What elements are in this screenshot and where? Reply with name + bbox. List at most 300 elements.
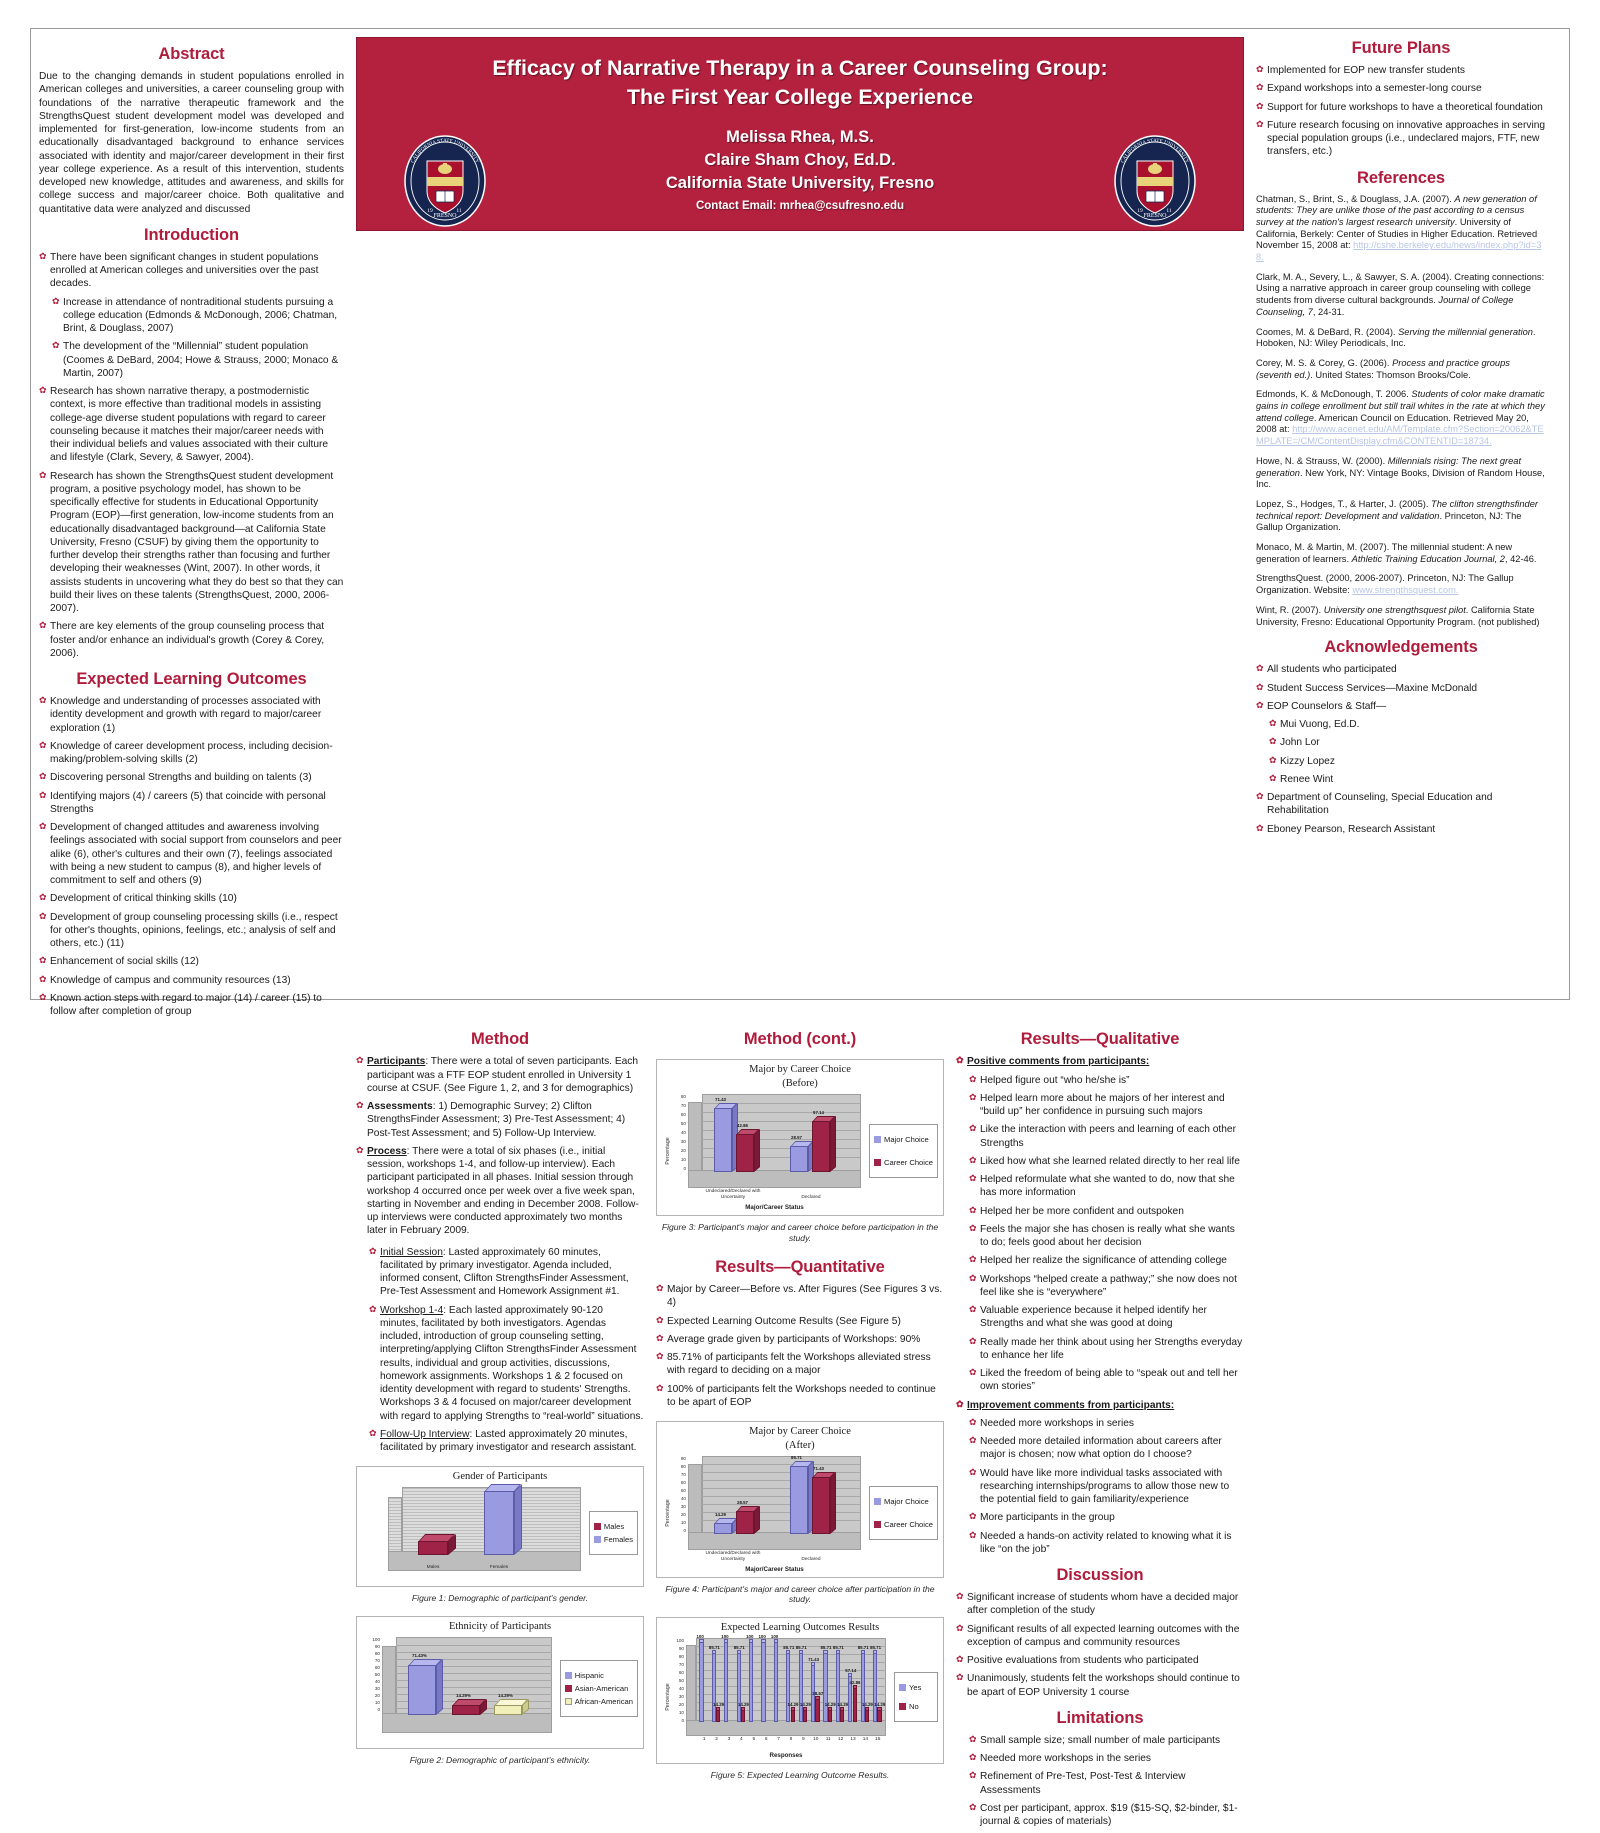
x-tick-label: Undeclared/Declared with Uncertainty: [705, 1551, 761, 1562]
y-tick-label: 0: [683, 1166, 686, 1172]
list-item: ✿ Cost per participant, approx. $19 ($15-SQ, $2-binder, $1-journal & copies of materials): [969, 1802, 1244, 1829]
legend-swatch: [565, 1685, 572, 1692]
list-item: ✿ Student Success Services—Maxine McDonald: [1256, 682, 1546, 695]
bar-hispanic: [408, 1652, 436, 1715]
legend-label: Major Choice: [884, 1135, 929, 1145]
chart-subtitle: (Before): [782, 1078, 818, 1090]
list-item: ✿ Workshops “helped create a pathway;” she now does not feel like she is “everywhere”: [969, 1273, 1244, 1300]
legend-swatch: [899, 1684, 906, 1691]
reference-entry: Coomes, M. & DeBard, R. (2004). Serving the millennial generation. Hoboken, NJ: Wiley Periodicals, Inc.: [1256, 326, 1536, 349]
chart-legend: [869, 1486, 938, 1540]
affiliation: California State University, Fresno: [665, 174, 935, 193]
bar-undeclared-career: [736, 1123, 754, 1172]
list-item: ✿ Mui Vuong, Ed.D.: [1269, 718, 1546, 731]
introduction-heading: Introduction: [143, 225, 240, 244]
y-tick-label: 90: [680, 1456, 686, 1462]
discussion-heading: Discussion: [1056, 1566, 1144, 1584]
reference-entry: Wint, R. (2007). University one strengthsquest pilot. California State University, Fresno: Educational Opportunity Program. (not published): [1256, 604, 1540, 627]
y-tick-label: 100: [676, 1637, 684, 1643]
legend-label: Yes: [909, 1682, 922, 1692]
qualitative-improvement-list: [969, 1417, 1244, 1556]
data-label: 85.71: [791, 1455, 802, 1461]
list-item: ✿ Research has shown the StrengthsQuest student development program, a positive psychology model, has shown to be specifically effective for students in Educational Opportunity Program (EOP)—first generation, low-income students from an educationally disadvantaged background—at California State University, Fresno (CSUF) by giving them the opportunity to further develop their strengths rather than focusing and further developing their weaknesses (Wint, 2007). In other words, it assists students in uncovering what they do best so that they can build their lives on these talents (StrengthsQuest, 2000, 2006-2007).: [39, 470, 344, 616]
bar-declared-major: [790, 1455, 808, 1534]
bar-yes-11: 85.71: [823, 1653, 827, 1722]
legend-swatch: [594, 1523, 601, 1530]
list-item: ✿ Refinement of Pre-Test, Post-Test & Interview Assessments: [969, 1770, 1244, 1797]
legend-swatch: [874, 1498, 881, 1505]
bar-yes-8: 85.71: [786, 1653, 790, 1722]
abstract-text: Due to the changing demands in student populations enrolled in American colleges and universities, a career counseling group with foundations of the narrative therapeutic framework and the StrengthsQuest student development model was developed and implemented for first-generation, low-income students from an educationally disadvantaged background to enhance services associated with identity and major/career development in their first year college experience. As a result of this intervention, students developed new knowledge, attitudes and awareness, and skills for college success and major/career choice. Both qualitative and quantitative data were analyzed and discussed: [39, 71, 344, 215]
y-tick-label: 80: [680, 1094, 686, 1100]
y-tick-label: 10: [680, 1157, 686, 1163]
list-item: ✿ Feels the major she has chosen is really what she wants to do; feels good about her decision: [969, 1223, 1244, 1250]
bar-yes-5: 100: [749, 1642, 753, 1722]
bar-declared-career: [812, 1466, 830, 1534]
qualitative-positive-list: [969, 1074, 1244, 1394]
acknowledgements-heading: Acknowledgements: [1324, 638, 1478, 657]
limitations-list: [969, 1734, 1244, 1829]
list-item: ✿ Knowledge of campus and community resources (13): [39, 974, 344, 987]
list-item: ✿ Development of critical thinking skills (10): [39, 892, 344, 905]
svg-text:CALIFORNIA STATE UNIVERSITY: CALIFORNIA STATE UNIVERSITY: [1119, 137, 1191, 165]
bar-yes-4: 85.71: [737, 1653, 741, 1722]
acknowledgements-staff-list: [1269, 718, 1546, 786]
x-tick-label: 14: [862, 1736, 869, 1742]
bar-declared-career: [812, 1110, 830, 1172]
legend-swatch: [565, 1672, 572, 1679]
method-heading: Method: [470, 1030, 530, 1049]
list-item: ✿ John Lor: [1269, 736, 1546, 749]
y-tick-label: 20: [680, 1512, 686, 1518]
data-label: 14.29%: [498, 1692, 513, 1698]
column-results: [956, 1023, 1244, 1833]
quantitative-list: [656, 1283, 944, 1414]
y-tick-label: 30: [374, 1685, 380, 1691]
y-tick-label: 100: [372, 1636, 380, 1642]
x-tick-label: Undeclared/Declared with Uncertainty: [705, 1189, 761, 1200]
y-tick-label: 0: [683, 1528, 686, 1534]
figure-1-gender-chart: [356, 1466, 644, 1587]
list-item: ✿ Helped her be more confident and outspoken: [969, 1205, 1244, 1218]
list-item: ✿ Average grade given by participants of Workshops: 90%: [656, 1333, 944, 1346]
y-tick-label: 10: [374, 1699, 380, 1705]
legend-item: [565, 1671, 633, 1680]
list-item: ✿ Knowledge of career development process, including decision-making/problem-solving skills (2): [39, 740, 344, 767]
bar-asian-american: [452, 1692, 480, 1715]
list-item: ✿ Needed more detailed information about careers after major is chosen; now what option do I choose?: [969, 1435, 1244, 1462]
x-tick-label: 5: [752, 1736, 756, 1742]
chart-title: Gender of Participants: [452, 1471, 548, 1483]
references-list: [1256, 194, 1546, 629]
x-tick-label: 9: [802, 1736, 805, 1742]
reference-link[interactable]: http://cshe.berkeley.edu/news/index.php?id=38.: [1256, 240, 1542, 263]
list-label: ✿ Improvement comments from participants:: [956, 1399, 1244, 1412]
legend-swatch: [899, 1703, 906, 1710]
list-item: ✿ Needed more workshops in the series: [969, 1752, 1244, 1765]
y-tick-label: 60: [680, 1112, 686, 1118]
legend-label: No: [909, 1701, 919, 1711]
introduction-list: [39, 251, 344, 291]
y-axis-label: Percentage: [664, 1683, 671, 1711]
svg-text:FRESNO: FRESNO: [433, 213, 457, 219]
y-tick-label: 40: [680, 1130, 686, 1136]
y-tick-label: 80: [678, 1653, 684, 1659]
list-item: ✿ Significant increase of students whom have a decided major after completion of the study: [956, 1591, 1244, 1618]
list-item: ✿ Implemented for EOP new transfer students: [1256, 64, 1546, 77]
svg-text:FRESNO: FRESNO: [1143, 213, 1167, 219]
bar-no-13: 42.86: [853, 1688, 857, 1722]
list-item: ✿ Discovering personal Strengths and building on talents (3): [39, 771, 344, 784]
bar-no-2: 14.29: [716, 1710, 720, 1721]
x-tick-label: Declared: [801, 1556, 821, 1562]
bar-undeclared-career: [736, 1500, 754, 1534]
data-label: 28.57: [791, 1135, 802, 1141]
list-item: ✿ Expected Learning Outcome Results (See Figure 5): [656, 1315, 944, 1328]
list-item: ✿ Development of group counseling processing skills (i.e., respect for other's thoughts, opinions, feelings, etc.; analysis of self and others, etc.) (11): [39, 911, 344, 951]
x-tick-label: 12: [837, 1736, 844, 1742]
legend-label: Asian-American: [574, 1684, 629, 1694]
chart-title: Major by Career Choice: [749, 1426, 851, 1437]
reference-link[interactable]: www.strengthsquest.com.: [1352, 585, 1459, 596]
x-tick-label: Declared: [801, 1194, 821, 1200]
list-label: ✿ Positive comments from participants:: [956, 1055, 1244, 1068]
bar-no-11: 14.29: [828, 1710, 832, 1721]
method-phase-list: [369, 1246, 644, 1460]
y-tick-label: 60: [678, 1669, 684, 1675]
y-tick-label: 50: [374, 1671, 380, 1677]
introduction-sublist: [52, 296, 344, 381]
bar-yes-10: 71.43: [811, 1665, 815, 1722]
reference-entry: Chatman, S., Brint, S., & Douglass, J.A. (2007). A new generation of students: They are unlike those of the past according to a census survey at the nation's largest research university. University of California, Berkely: Center of Studies in Higher Education. Retrieved November 15, 2008 at: http://cshe.berkeley.edu/news/index.php?id=38.: [1256, 193, 1542, 263]
bar-no-14: 14.29: [865, 1710, 869, 1721]
reference-entry: Howe, N. & Strauss, W. (2000). Millennials rising: The next great generation. New York, NY: Vintage Books, Division of Random House, Inc.: [1256, 455, 1545, 490]
x-tick-label: 13: [850, 1736, 856, 1742]
bar-yes-7: 100: [774, 1642, 778, 1722]
figure-5-learning-outcomes-chart: [656, 1617, 944, 1764]
legend-item: [565, 1697, 633, 1706]
data-label: 71.43: [715, 1097, 726, 1103]
legend-label: African-American: [574, 1697, 633, 1707]
chart-title: Ethnicity of Participants: [448, 1620, 552, 1632]
list-item: ✿ Needed more workshops in series: [969, 1417, 1244, 1430]
list-item: ✿ Really made her think about using her Strengths everyday to enhance her life: [969, 1336, 1244, 1363]
x-tick-label: 6: [764, 1736, 768, 1742]
data-label: 14.29: [715, 1512, 726, 1518]
chart-title: Major by Career Choice: [749, 1064, 851, 1076]
list-item: ✿ Enhancement of social skills (12): [39, 955, 344, 968]
list-item: ✿ Major by Career—Before vs. After Figures (See Figures 3 vs. 4): [656, 1283, 944, 1310]
x-tick-label: 11: [825, 1736, 831, 1742]
list-item: ✿ Needed a hands-on activity related to knowing what it is like “on the job”: [969, 1530, 1244, 1557]
legend-swatch: [874, 1521, 881, 1528]
list-item: ✿ Research has shown narrative therapy, a postmodernistic context, is more effective than traditional models in assisting college-age diverse student populations with regard to career counseling because it matches their major/career needs with their individual beliefs and values associated with their culture and lifestyle (Clark, Severy, & Sawyer, 2004).: [39, 385, 344, 465]
y-tick-label: 20: [680, 1148, 686, 1154]
reference-entry: Monaco, M. & Martin, M. (2007). The millennial student: A new generation of learners. Athletic Training Education Journal, 2, 42-46.: [1256, 542, 1537, 564]
list-item: ✿ There have been significant changes in student populations enrolled at American colleges and universities over the past decades.: [39, 251, 344, 291]
contact-email: Contact Email: mrhea@csufresno.edu: [695, 199, 905, 212]
x-tick-label: 2: [715, 1736, 718, 1742]
list-item: ✿ Positive evaluations from students who participated: [956, 1654, 1244, 1667]
list-item: ✿ Department of Counseling, Special Education and Rehabilitation: [1256, 791, 1546, 818]
x-tick-label: Males: [426, 1564, 440, 1570]
list-item: ✿ Participants: There were a total of seven participants. Each participant was a FTF EOP student enrolled in University 1 course at CSUF. (See Figure 1, 2, and 3 for demographics): [356, 1055, 644, 1095]
list-item: ✿ Eboney Pearson, Research Assistant: [1256, 823, 1546, 836]
figure-4-major-career-after-chart: [656, 1421, 944, 1578]
x-tick-label: 8: [789, 1736, 793, 1742]
data-label: 57.14: [813, 1110, 824, 1116]
limitations-heading: Limitations: [1056, 1708, 1144, 1727]
bar-males: [418, 1541, 448, 1555]
author-name-1: Melissa Rhea, M.S.: [726, 127, 874, 146]
bar-african-american: [494, 1692, 522, 1715]
y-tick-label: 50: [680, 1488, 686, 1494]
list-item: ✿ 100% of participants felt the Workshops needed to continue to be apart of EOP: [656, 1383, 944, 1410]
qualitative-heading: Results—Qualitative: [1020, 1030, 1180, 1049]
bar-no-8: 14.29: [791, 1710, 795, 1721]
list-item: ✿ Small sample size; small number of male participants: [969, 1734, 1244, 1747]
list-item: ✿ Known action steps with regard to major (14) / career (15) to follow after completion of group: [39, 992, 344, 1019]
reference-entry: Clark, M. A., Severy, L., & Sawyer, S. A. (2004). Creating connections: Using a narrative approach in career group counseling with college students from diverse cultural backgrounds. Journal of College Counseling, 7, 24-31.: [1256, 271, 1545, 317]
svg-text:11: 11: [456, 208, 462, 214]
poster-title: [357, 38, 1243, 112]
list-item: ✿ Unanimously, students felt the workshops should continue to be apart of EOP University 1 course: [956, 1672, 1244, 1699]
list-item: ✿ Kizzy Lopez: [1269, 755, 1546, 768]
reference-link[interactable]: http://www.acenet.edu/AM/Template.cfm?Section=20062&TEMPLATE=/CM/ContentDisplay.cfm&CONTENTID=18734.: [1256, 424, 1544, 447]
legend-label: Career Choice: [884, 1158, 933, 1168]
figure-2-caption: Figure 2: Demographic of participant's ethnicity.: [409, 1754, 591, 1765]
chart-legend: [869, 1124, 938, 1178]
introduction-list-2: [39, 385, 344, 660]
legend-item: [594, 1535, 633, 1544]
qualitative-positive-group: [956, 1055, 1244, 1068]
list-item: ✿ Renee Wint: [1269, 773, 1546, 786]
legend-swatch: [594, 1536, 601, 1543]
bar-yes-2: 85.71: [712, 1653, 716, 1722]
future-plans-heading: Future Plans: [1351, 39, 1451, 57]
bar-yes-1: 100: [699, 1642, 703, 1722]
y-tick-label: 30: [680, 1139, 686, 1145]
list-item: ✿ Expand workshops into a semester-long course: [1256, 82, 1546, 95]
y-tick-label: 70: [680, 1103, 686, 1109]
y-tick-label: 30: [678, 1693, 684, 1699]
list-item: ✿ Helped reformulate what she wanted to do, now that she has more information: [969, 1173, 1244, 1200]
y-tick-label: 70: [678, 1661, 684, 1667]
list-item: ✿ Identifying majors (4) / careers (5) that coincide with personal Strengths: [39, 790, 344, 817]
bar-yes-6: 100: [761, 1642, 765, 1722]
figure-4-caption: Figure 4: Participant's major and career choice after participation in the study.: [665, 1584, 935, 1605]
x-tick-label: 7: [777, 1736, 780, 1742]
acknowledgements-list-2: [1256, 791, 1546, 836]
column-method: [356, 1023, 644, 1833]
y-tick-label: 60: [680, 1480, 686, 1486]
y-tick-label: 40: [678, 1685, 684, 1691]
data-label: 28.57: [737, 1500, 748, 1506]
discussion-list: [956, 1591, 1244, 1699]
list-item: ✿ Helped figure out “who he/she is”: [969, 1074, 1244, 1087]
list-item: ✿ Increase in attendance of nontraditional students pursuing a college education (Edmonds & McDonough, 2006; Chatman, Brint, & Douglass, 2007): [52, 296, 344, 336]
y-tick-label: 90: [374, 1643, 380, 1649]
reference-entry: Edmonds, K. & McDonough, T. 2006. Students of color make dramatic gains in college enrollment but still trail whites in the rate at which they attend college. American Council on Education. Retrieved May 20, 2008 at: http://www.acenet.edu/AM/Template.cfm?Section=20062&TEMPLATE=/CM/ContentDisplay.cfm&CONTENTID=18734.: [1256, 389, 1545, 447]
method-cont-heading: Method (cont.): [743, 1030, 857, 1049]
x-tick-label: 4: [740, 1736, 743, 1742]
x-tick-label: 1: [702, 1736, 706, 1742]
y-axis-label: Percentage: [664, 1137, 671, 1166]
outcomes-list: [39, 695, 344, 1018]
legend-item: [565, 1684, 633, 1693]
university-seal-left-icon: [397, 133, 493, 229]
y-tick-label: 60: [374, 1664, 380, 1670]
x-axis-label: Major/Career Status: [745, 1566, 804, 1574]
bar-yes-15: 85.71: [873, 1653, 877, 1722]
university-seal-right-icon: [1107, 133, 1203, 229]
list-item: ✿ Knowledge and understanding of processes associated with identity development and growth with regard to major/career exploration (1): [39, 695, 344, 735]
figure-5-caption: Figure 5: Expected Learning Outcome Results.: [710, 1769, 890, 1780]
list-item: ✿ Valuable experience because it helped identify her Strengths and what she was good at doing: [969, 1304, 1244, 1331]
bar-yes-14: 85.71: [861, 1653, 865, 1722]
poster-title-line2: The First Year College Experience: [626, 84, 974, 109]
list-item: ✿ Development of changed attitudes and awareness involving feelings associated with social support from counselors and peer alike (6), other's cultures and their own (7), feelings associated with being a new student to campus (8), and higher levels of commitment to self and others (9): [39, 821, 344, 887]
legend-item: [899, 1702, 933, 1711]
y-tick-label: 20: [374, 1692, 380, 1698]
legend-label: Major Choice: [884, 1497, 929, 1507]
x-tick-label: 3: [727, 1736, 731, 1742]
list-item: ✿ All students who participated: [1256, 663, 1546, 676]
y-tick-label: 0: [681, 1717, 684, 1723]
list-item: ✿ Helped her realize the significance of attending college: [969, 1254, 1244, 1267]
bar-undeclared-major: [714, 1512, 732, 1534]
bar-no-15: 14.29: [877, 1710, 881, 1721]
y-tick-label: 50: [678, 1677, 684, 1683]
legend-label: Career Choice: [884, 1520, 933, 1530]
reference-entry: Lopez, S., Hodges, T., & Harter, J. (2005). The clifton strengthsfinder technical report: Development and validation. Princeton, NJ: The Gallup Organization.: [1256, 498, 1538, 533]
reference-entry: StrengthsQuest. (2000, 2006-2007). Princeton, NJ: The Gallup Organization. Website: www.strengthsquest.com.: [1256, 573, 1514, 596]
y-axis-label: Percentage: [664, 1499, 671, 1527]
legend-item: [899, 1683, 933, 1692]
list-item: ✿ Assessments: 1) Demographic Survey; 2) Clifton StrengthsFinder Assessment; 3) Pre-Test Assessment; 4) Post-Test Assessment; and 5) Follow-Up Interview.: [356, 1100, 644, 1140]
list-item: ✿ Like the interaction with peers and learning of each other Strengths: [969, 1123, 1244, 1150]
data-label: 14.29%: [456, 1692, 471, 1698]
legend-swatch: [874, 1159, 881, 1166]
list-item: ✿ Workshop 1-4: Each lasted approximately 90-120 minutes, facilitated by both investigators. Agendas included, introduction of group counseling setting, interpreting/applying Clifton StrengthsFinder Assessment results, individual and group activities, discussions, homework assignments. Workshops 1 & 2 focused on identity development with regard to students' Strengths. Workshops 3 & 4 focused on major/career development with regard to applying Strengths to “real-world” situations.: [369, 1304, 644, 1423]
list-item: ✿ Helped learn more about he majors of her interest and “build up” her confidence in pursuing such majors: [969, 1092, 1244, 1119]
legend-label: Females: [603, 1535, 633, 1545]
references-heading: References: [1357, 168, 1445, 187]
column-left: [39, 35, 344, 1023]
figure-3-major-career-before-chart: [656, 1059, 944, 1216]
data-label: 71.43: [813, 1466, 824, 1472]
y-tick-label: 40: [374, 1678, 380, 1684]
quantitative-heading: Results—Quantitative: [715, 1258, 885, 1276]
chart-title: Expected Learning Outcomes Results: [720, 1621, 880, 1633]
bar-no-4: 14.29: [741, 1710, 745, 1721]
method-list: [356, 1055, 644, 1242]
y-tick-label: 40: [680, 1496, 686, 1502]
legend-item: [594, 1522, 633, 1531]
list-item: ✿ Follow-Up Interview: Lasted approximately 20 minutes, facilitated by primary investigator and research assistant.: [369, 1428, 644, 1455]
list-item: ✿ There are key elements of the group counseling process that foster and/or enhance an individual's growth (Corey & Corey, 2006).: [39, 620, 344, 660]
figure-3-caption: Figure 3: Participant's major and career choice before participation in the study.: [661, 1222, 939, 1243]
y-tick-label: 50: [680, 1121, 686, 1127]
column-method-cont: [656, 1023, 944, 1833]
legend-label: Males: [603, 1522, 625, 1532]
chart-subtitle: (After): [785, 1440, 815, 1452]
y-tick-label: 0: [377, 1706, 380, 1712]
outcomes-heading: Expected Learning Outcomes: [76, 670, 307, 688]
list-item: ✿ 85.71% of participants felt the Workshops alleviated stress with regard to deciding on a major: [656, 1351, 944, 1378]
future-plans-list: [1256, 64, 1546, 159]
bar-no-9: 14.29: [803, 1710, 807, 1721]
x-tick-label: 15: [875, 1736, 881, 1742]
list-item: ✿ Process: There were a total of six phases (i.e., initial session, workshops 1-4, and follow-up interview). Each participant participated in all phases. Initial session through workshop 4 occurred once per week over a five week span, starting in November and ending in December 2008. Follow-up interviews were conducted approximately two months later in February 2009.: [356, 1145, 644, 1238]
list-item: ✿ Future research focusing on innovative approaches in serving special population groups (i.e., undeclared majors, FTF, new transfers, etc.): [1256, 119, 1546, 159]
bar-no-10: 28.57: [815, 1699, 819, 1722]
bar-yes-3: 100: [724, 1642, 728, 1722]
legend-item: [874, 1520, 933, 1529]
list-item: ✿ Liked the freedom of being able to “speak out and tell her own stories”: [969, 1367, 1244, 1394]
list-item: ✿ Liked how what she learned related directly to her real life: [969, 1155, 1244, 1168]
bar-no-12: 14.29: [840, 1710, 844, 1721]
bar-yes-13: 57.14: [848, 1676, 852, 1722]
svg-text:19: 19: [427, 208, 433, 214]
legend-item: [874, 1158, 933, 1167]
figure-2-ethnicity-chart: [356, 1616, 644, 1749]
x-tick-label: Females: [489, 1564, 509, 1570]
column-right: [1256, 35, 1546, 1833]
y-tick-label: 70: [374, 1657, 380, 1663]
bar-yes-9: 85.71: [799, 1653, 803, 1722]
qualitative-improvement-group: [956, 1399, 1244, 1412]
list-item: ✿ Would have like more individual tasks associated with researching internships/programs to allow those new to the potential field to gain familiarity/experience: [969, 1467, 1244, 1507]
bar-undeclared-major: [714, 1097, 732, 1172]
x-tick-label: 10: [813, 1736, 819, 1742]
legend-item: [874, 1135, 933, 1144]
y-tick-label: 10: [680, 1520, 686, 1526]
y-tick-label: 90: [678, 1645, 684, 1651]
y-tick-label: 10: [678, 1709, 684, 1715]
abstract-heading: Abstract: [158, 45, 225, 63]
svg-text:19: 19: [1137, 208, 1143, 214]
x-axis-label: Major/Career Status: [745, 1204, 804, 1212]
bar-females: [484, 1491, 514, 1555]
bar-yes-12: 85.71: [836, 1653, 840, 1722]
list-item: ✿ More participants in the group: [969, 1511, 1244, 1524]
legend-swatch: [565, 1698, 572, 1705]
list-item: ✿ EOP Counselors & Staff—: [1256, 700, 1546, 713]
list-item: ✿ Significant results of all expected learning outcomes with the exception of campus and community resources: [956, 1623, 1244, 1650]
author-name-2: Claire Sham Choy, Ed.D.: [704, 151, 896, 170]
x-axis-label: Responses: [769, 1751, 803, 1759]
y-tick-label: 70: [680, 1472, 686, 1478]
legend-swatch: [874, 1136, 881, 1143]
list-item: ✿ Initial Session: Lasted approximately 60 minutes, facilitated by primary investigator. Agenda included, informed consent, Clifton StrengthsFinder Assessment, Pre-Test Assessment and Homework Assignment #1.: [369, 1246, 644, 1299]
list-item: ✿ Support for future workshops to have a theoretical foundation: [1256, 101, 1546, 114]
legend-label: Hispanic: [574, 1671, 604, 1681]
data-label: 71.43%: [412, 1652, 427, 1658]
svg-text:CALIFORNIA STATE UNIVERSITY: CALIFORNIA STATE UNIVERSITY: [409, 137, 481, 165]
acknowledgements-list: [1256, 663, 1546, 713]
y-tick-label: 20: [678, 1701, 684, 1707]
chart-legend: [894, 1672, 938, 1722]
poster-title-line1: Efficacy of Narrative Therapy in a Career Counseling Group:: [492, 56, 1108, 80]
bar-declared-major: [790, 1135, 808, 1172]
legend-item: [874, 1497, 933, 1506]
data-label: 42.86: [737, 1123, 748, 1129]
y-tick-label: 30: [680, 1504, 686, 1510]
y-tick-label: 80: [680, 1464, 686, 1470]
chart-legend: [560, 1660, 638, 1717]
poster-canvas: [30, 28, 1570, 1827]
